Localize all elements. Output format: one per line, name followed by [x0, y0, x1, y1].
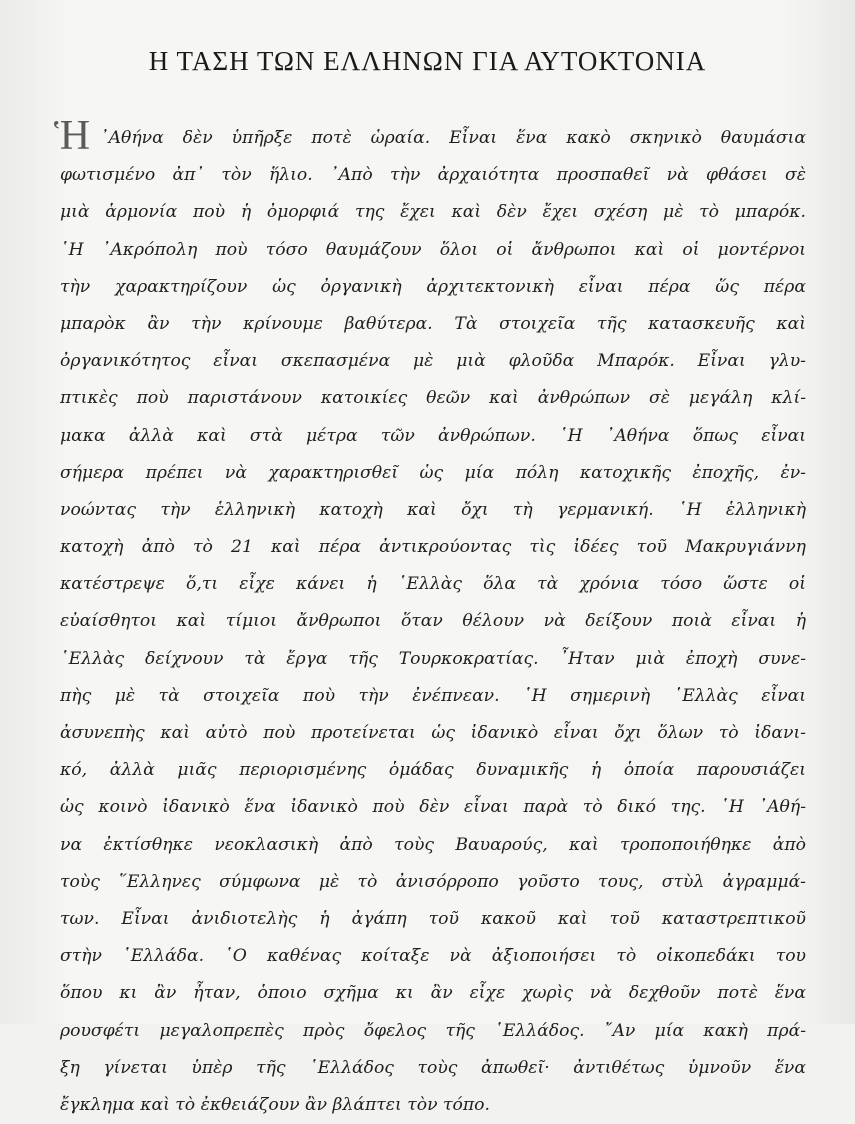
text-line-content: ᾿Αθήνα δὲν ὑπῆρξε ποτὲ ὡραία. Εἶναι ἕνα κακὸ σκηνικὸ θαυμάσια [100, 128, 806, 148]
body-text [54, 113, 806, 1124]
text-line: φωτισμένο ἀπ᾿ τὸν ἥλιο. ᾿Απὸ τὴν ἀρχαιότητα προσπαθεῖ νὰ φθάσει σὲ [60, 165, 806, 186]
text-line: ἀσυνεπὴς καὶ αὐτὸ ποὺ προτείνεται ὡς ἰδανικὸ εἶναι ὄχι ὅλων τὸ ἰδανι- [60, 723, 806, 743]
text-line: ῾Ελλὰς δείχνουν τὰ ἔργα τῆς Τουρκοκρατίας. ῏Ηταν μιὰ ἐποχὴ συνε- [60, 648, 806, 669]
text-line: μπαρὸκ ἂν τὴν κρίνουμε βαθύτερα. Τὰ στοιχεῖα τῆς κατασκευῆς καὶ [60, 313, 806, 334]
text-line: πτικὲς ποὺ παριστάνουν κατοικίες θεῶν καὶ ἀνθρώπων σὲ μεγάλη κλί- [60, 388, 806, 409]
text-line: κό, ἀλλὰ μιᾶς περιορισμένης ὁμάδας δυναμικῆς ἡ ὁποία παρουσιάζει [60, 760, 806, 781]
drop-cap: Ἡ [54, 113, 89, 159]
text-line: σήμερα πρέπει νὰ χαρακτηρισθεῖ ὡς μία πόλη κατοχικῆς ἐποχῆς, ἐν- [60, 462, 806, 483]
text-line: ξη γίνεται ὑπὲρ τῆς ῾Ελλάδος τοὺς ἀπωθεῖ· ἀντιθέτως ὑμνοῦν ἕνα [60, 1057, 806, 1078]
text-line: ὀργανικότητος εἶναι σκεπασμένα μὲ μιὰ φλοῦδα Μπαρόκ. Εἶναι γλυ- [60, 351, 806, 372]
chapter-title: Η ΤΑΣΗ ΤΩΝ ΕΛΛΗΝΩΝ ΓΙΑ ΑΥΤΟΚΤΟΝΙΑ [148, 46, 707, 76]
text-line: πὴς μὲ τὰ στοιχεῖα ποὺ τὴν ἐνέπνεαν. ῾Η σημερινὴ ῾Ελλὰς εἶναι [60, 685, 806, 706]
text-line: των. Εἶναι ἀνιδιοτελὴς ἡ ἀγάπη τοῦ κακοῦ καὶ τοῦ καταστρεπτικοῦ [60, 908, 806, 929]
text-line: εὐαίσθητοι καὶ τίμιοι ἄνθρωποι ὅταν θέλουν νὰ δείξουν ποιὰ εἶναι ἡ [60, 611, 806, 632]
text-line: τὴν χαρακτηρίζουν ὡς ὀργανικὴ ἀρχιτεκτονικὴ εἶναι πέρα ὥς πέρα [60, 276, 806, 297]
text-line: στὴν ῾Ελλάδα. ῾Ο καθένας κοίταξε νὰ ἀξιοποιήσει τὸ οἰκοπεδάκι του [60, 946, 806, 967]
text-line: ρουσφέτι μεγαλοπρεπὲς πρὸς ὄφελος τῆς ῾Ελλάδος. ῎Αν μία κακὴ πρά- [60, 1020, 806, 1041]
text-line: να ἐκτίσθηκε νεοκλασικὴ ἀπὸ τοὺς Βαυαρούς, καὶ τροποποιήθηκε ἀπὸ [60, 834, 806, 855]
text-line: μακα ἀλλὰ καὶ στὰ μέτρα τῶν ἀνθρώπων. ῾Η ᾿Αθήνα ὅπως εἶναι [60, 425, 806, 446]
text-line: κατέστρεψε ὅ,τι εἶχε κάνει ἡ ῾Ελλὰς ὅλα τὰ χρόνια τόσο ὥστε οἱ [60, 574, 806, 595]
text-line [54, 113, 806, 159]
text-line: μιὰ ἁρμονία ποὺ ἡ ὀμορφιά της ἔχει καὶ δὲν ἔχει σχέση μὲ τὸ μπαρόκ. [60, 202, 806, 223]
text-line: ῾Η ᾿Ακρόπολη ποὺ τόσο θαυμάζουν ὅλοι οἱ ἄνθρωποι καὶ οἱ μοντέρνοι [60, 239, 806, 260]
text-line: νοώντας τὴν ἑλληνικὴ κατοχὴ καὶ ὄχι τὴ γερμανική. ῾Η ἑλληνικὴ [60, 499, 806, 520]
text-line: ὅπου κι ἂν ἦταν, ὁποιο σχῆμα κι ἂν εἶχε χωρὶς νὰ δεχθοῦν ποτὲ ἕνα [60, 983, 806, 1004]
text-line: τοὺς ῞Ελληνες σύμφωνα μὲ τὸ ἀνισόρροπο γοῦστο τους, στὺλ ἀγραμμά- [60, 871, 806, 892]
text-line: κατοχὴ ἀπὸ τὸ 21 καὶ πέρα ἀντικρούοντας τὶς ἰδέες τοῦ Μακρυγιάννη [60, 537, 806, 558]
text-line: ὡς κοινὸ ἰδανικὸ ἕνα ἰδανικὸ ποὺ δὲν εἶναι παρὰ τὸ δικό της. ῾Η ᾿Αθή- [60, 797, 806, 818]
text-line: ἔγκλημα καὶ τὸ ἐκθειάζουν ἂν βλάπτει τὸν τόπο. [60, 1094, 490, 1115]
